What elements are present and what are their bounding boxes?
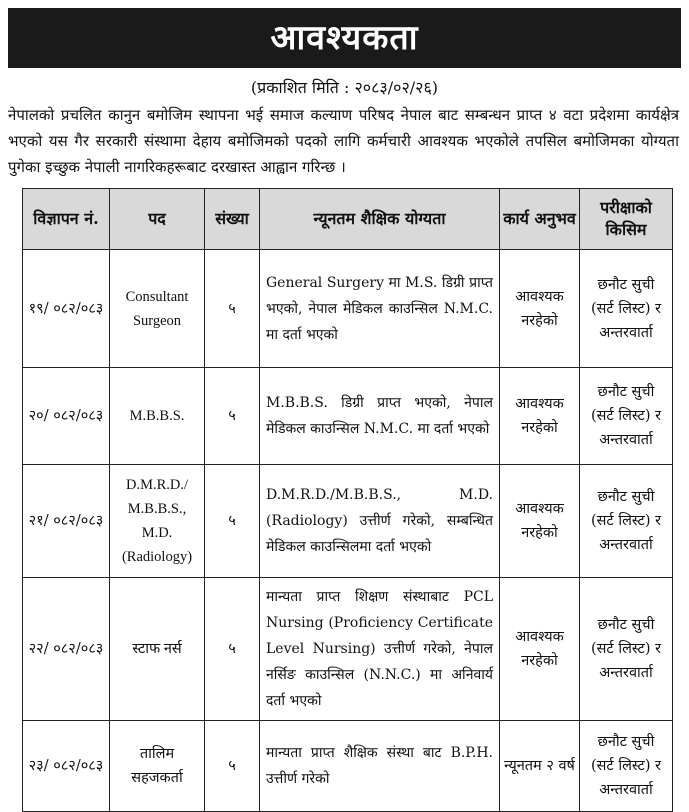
cell-ad-no: २३/ ०८२/०८३ [23,721,110,812]
cell-count: ५ [205,578,260,721]
cell-ad-no: २१/ ०८२/०८३ [23,465,110,578]
table-header-row [23,189,673,250]
publish-date: (प्रकाशित मिति : २०८३/०२/२६) [250,78,439,97]
cell-experience: आवश्यक नरहेको [500,465,580,578]
header-count: संख्या [205,189,260,250]
cell-post: M.B.B.S. [110,368,205,465]
header-post: पद [110,189,205,250]
cell-qualification: D.M.R.D./M.B.B.S., M.D.(Radiology) उत्तीर्ण गरेको, सम्बन्धित मेडिकल काउन्सिलमा दर्ता भएको [260,465,500,578]
cell-exam: छनौट सुची (सर्ट लिस्ट) र अन्तरवार्ता [580,721,673,812]
cell-post: Consultant Surgeon [110,250,205,368]
cell-exam: छनौट सुची (सर्ट लिस्ट) र अन्तरवार्ता [580,578,673,721]
cell-count: ५ [205,368,260,465]
table-row [23,721,673,812]
header-ad-no: विज्ञापन नं. [23,189,110,250]
cell-ad-no: १९/ ०८२/०८३ [23,250,110,368]
cell-experience: आवश्यक नरहेको [500,368,580,465]
header-qualification: न्यूनतम शैक्षिक योग्यता [260,189,500,250]
cell-experience: आवश्यक नरहेको [500,250,580,368]
cell-post: स्टाफ नर्स [110,578,205,721]
cell-exam: छनौट सुची (सर्ट लिस्ट) र अन्तरवार्ता [580,368,673,465]
cell-ad-no: २२/ ०८२/०८३ [23,578,110,721]
table-row [23,250,673,368]
cell-qualification: General Surgery मा M.S. डिग्री प्राप्त भएको, नेपाल मेडिकल काउन्सिल N.M.C. मा दर्ता भएको [260,250,500,368]
cell-exam: छनौट सुची (सर्ट लिस्ट) र अन्तरवार्ता [580,465,673,578]
table-row [23,368,673,465]
cell-qualification: मान्यता प्राप्त शैक्षिक संस्था बाट B.P.H. उत्तीर्ण गरेको [260,721,500,812]
cell-exam: छनौट सुची (सर्ट लिस्ट) र अन्तरवार्ता [580,250,673,368]
table-row [23,578,673,721]
cell-ad-no: २०/ ०८२/०८३ [23,368,110,465]
table-row [23,465,673,578]
cell-count: ५ [205,721,260,812]
cell-post: D.M.R.D./ M.B.B.S., M.D. (Radiology) [110,465,205,578]
cell-experience: न्यूनतम २ वर्ष [500,721,580,812]
header-exam: परीक्षाको किसिम [580,189,673,250]
vacancy-table [22,188,673,812]
notice-title: आवश्यकता [8,8,681,68]
cell-count: ५ [205,465,260,578]
cell-experience: आवश्यक नरहेको [500,578,580,721]
cell-qualification: मान्यता प्राप्त शिक्षण संस्थाबाट PCL Nursing (Proficiency Certificate Level Nursing) उत्तीर्ण गरेको, नेपाल नर्सिङ काउन्सिल (N.N.C.) मा अनिवार्य दर्ता भएको [260,578,500,721]
header-experience: कार्य अनुभव [500,189,580,250]
cell-post: तालिम सहजकर्ता [110,721,205,812]
cell-qualification: M.B.B.S. डिग्री प्राप्त भएको, नेपाल मेडिकल काउन्सिल N.M.C. मा दर्ता भएको [260,368,500,465]
intro-paragraph: नेपालको प्रचलित कानुन बमोजिम स्थापना भई समाज कल्याण परिषद नेपाल बाट सम्बन्धन प्राप्त ४ वटा प्रदेशमा कार्यक्षेत्र भएको यस गैर सरकारी संस्थामा देहाय बमोजिमको पदको लागि कर्मचारी आवश्यक भएकोले तपसिल बमोजिमका योग्यता पुगेका इच्छुक नेपाली नागरिकहरूबाट दरखास्त आह्वान गरिन्छ । [8,106,679,176]
cell-count: ५ [205,250,260,368]
